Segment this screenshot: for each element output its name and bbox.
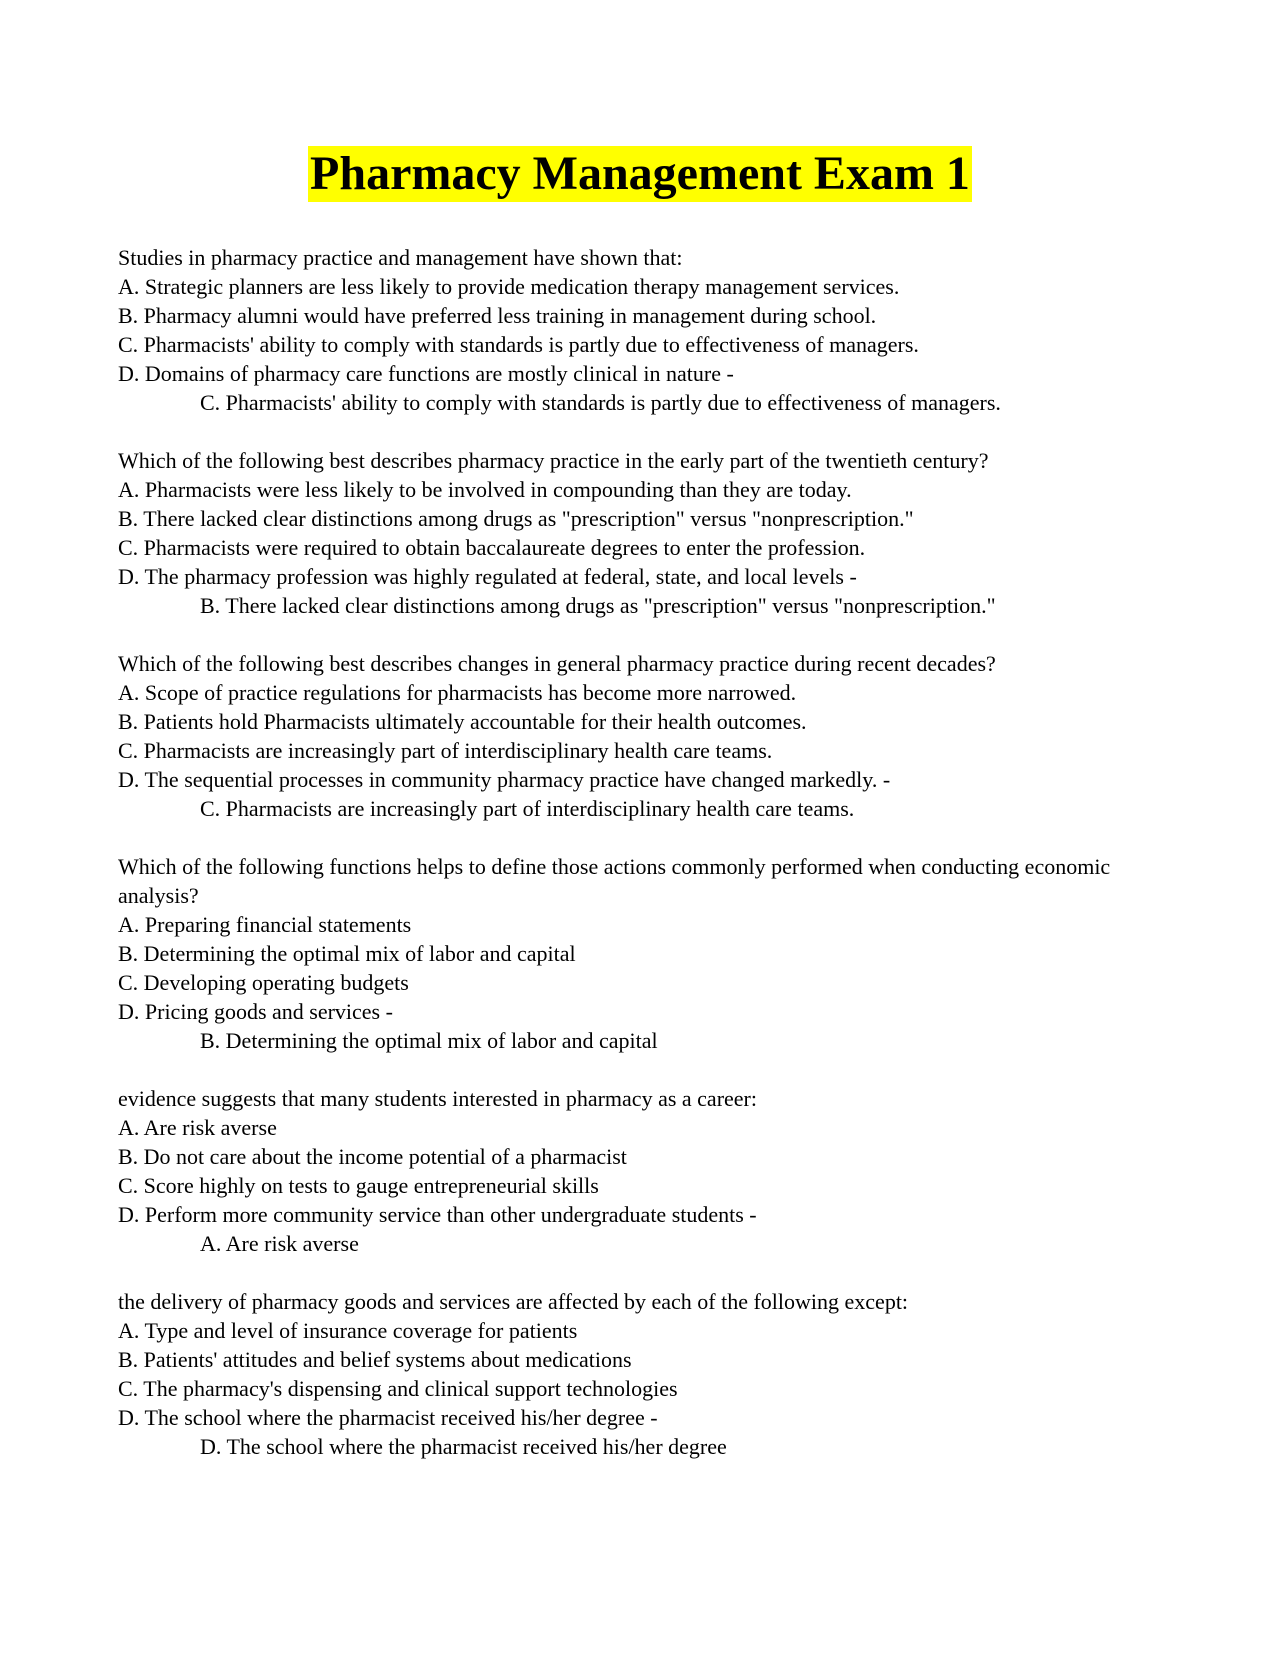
option-c: C. Pharmacists are increasingly part of interdisciplinary health care teams. [118,738,773,763]
answer-text: C. Pharmacists are increasingly part of interdisciplinary health care teams. [200,796,855,821]
option-b: B. Patients hold Pharmacists ultimately accountable for their health outcomes. [118,709,807,734]
option-d: D. Pricing goods and services - [118,999,393,1024]
answer-text: C. Pharmacists' ability to comply with standards is partly due to effectiveness of managers. [200,390,1001,415]
question-block-2 [118,446,1178,620]
option-b: B. Pharmacy alumni would have preferred less training in management during school. [118,303,877,328]
option-d: D. The pharmacy profession was highly regulated at federal, state, and local levels - [118,564,857,589]
option-d: D. The sequential processes in community pharmacy practice have changed markedly. - [118,767,891,792]
option-b: B. Patients' attitudes and belief systems about medications [118,1347,632,1372]
question-prompt: Which of the following functions helps to define those actions commonly performed when conducting economic analysis? [118,854,1111,908]
question-prompt: Which of the following best describes changes in general pharmacy practice during recent decades? [118,651,996,676]
option-a: A. Strategic planners are less likely to provide medication therapy management services. [118,274,900,299]
option-a: A. Type and level of insurance coverage for patients [118,1318,578,1343]
option-c: C. The pharmacy's dispensing and clinical support technologies [118,1376,678,1401]
option-d: D. Perform more community service than other undergraduate students - [118,1202,757,1227]
option-a: A. Preparing financial statements [118,912,412,937]
option-a: A. Are risk averse [118,1115,277,1140]
option-c: C. Developing operating budgets [118,970,409,995]
question-block-4 [118,852,1178,1055]
question-prompt: evidence suggests that many students interested in pharmacy as a career: [118,1086,757,1111]
option-a: A. Pharmacists were less likely to be involved in compounding than they are today. [118,477,852,502]
option-a: A. Scope of practice regulations for pharmacists has become more narrowed. [118,680,797,705]
questions-list [118,243,1178,1490]
option-b: B. Do not care about the income potential of a pharmacist [118,1144,627,1169]
document-title: Pharmacy Management Exam 1 [310,147,970,200]
question-block-1 [118,243,1178,417]
title-container [0,146,1280,202]
question-prompt: Studies in pharmacy practice and management have shown that: [118,245,683,270]
option-b: B. There lacked clear distinctions among drugs as "prescription" versus "nonprescription." [118,506,914,531]
answer-text: D. The school where the pharmacist received his/her degree [200,1434,727,1459]
question-block-6 [118,1287,1178,1461]
option-c: C. Pharmacists were required to obtain baccalaureate degrees to enter the profession. [118,535,866,560]
option-c: C. Score highly on tests to gauge entrepreneurial skills [118,1173,599,1198]
option-d: D. Domains of pharmacy care functions are mostly clinical in nature - [118,361,734,386]
option-c: C. Pharmacists' ability to comply with standards is partly due to effectiveness of managers. [118,332,919,357]
answer-text: B. There lacked clear distinctions among drugs as "prescription" versus "nonprescription." [200,593,996,618]
question-prompt: Which of the following best describes pharmacy practice in the early part of the twentieth century? [118,448,989,473]
question-block-3 [118,649,1178,823]
option-b: B. Determining the optimal mix of labor and capital [118,941,576,966]
question-prompt: the delivery of pharmacy goods and services are affected by each of the following except: [118,1289,909,1314]
option-d: D. The school where the pharmacist received his/her degree - [118,1405,658,1430]
answer-text: B. Determining the optimal mix of labor and capital [200,1028,658,1053]
question-block-5 [118,1084,1178,1258]
answer-text: A. Are risk averse [200,1231,359,1256]
